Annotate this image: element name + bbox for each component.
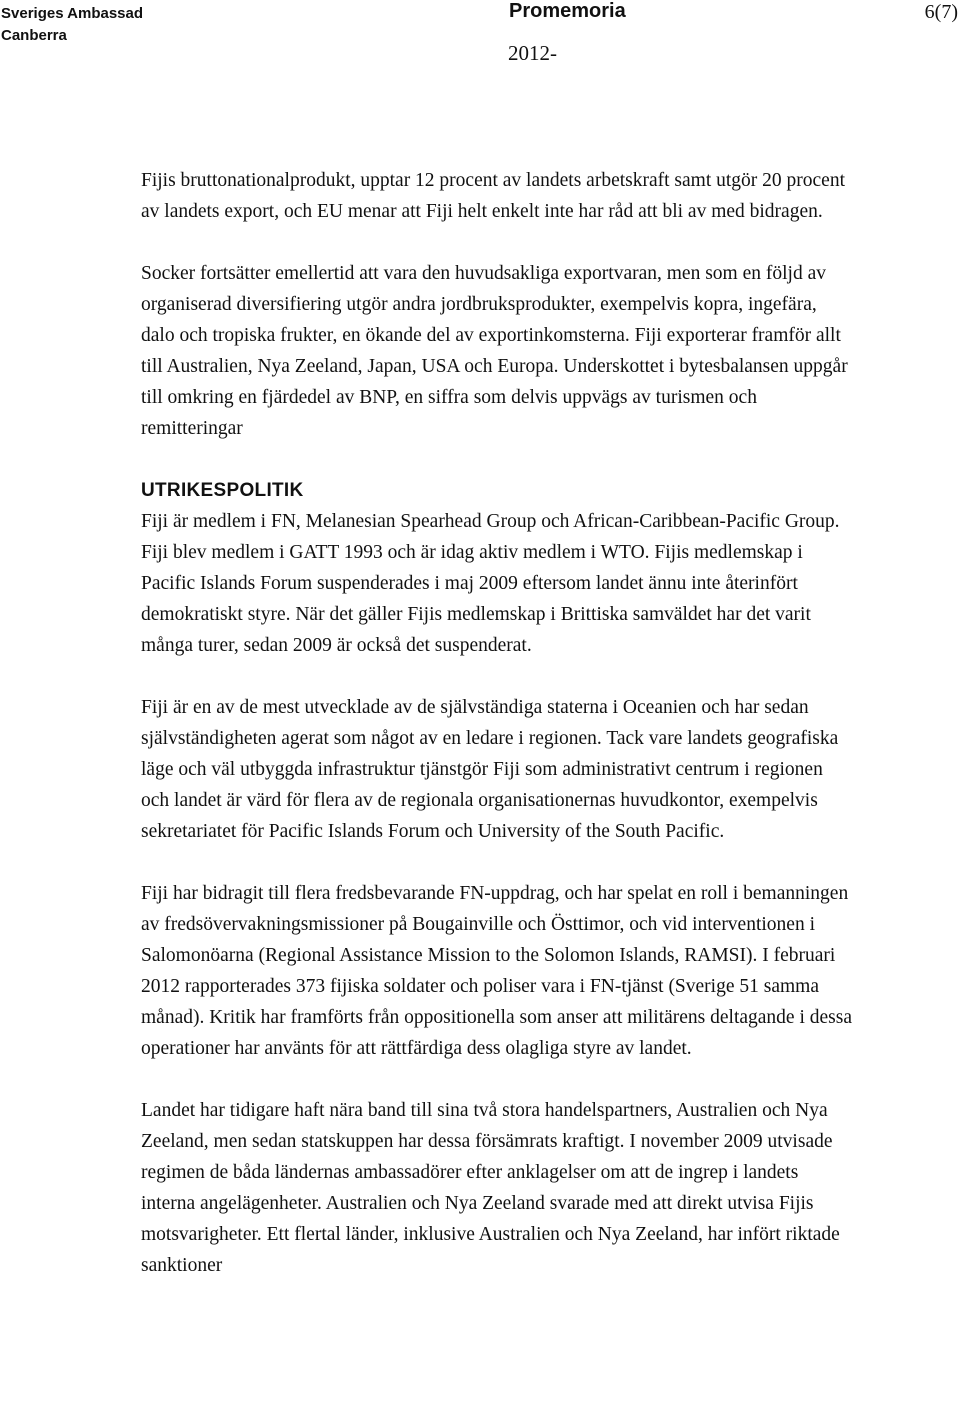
document-body bbox=[141, 165, 853, 1281]
paragraph-gdp: Fijis bruttonationalprodukt, upptar 12 procent av landets arbetskraft samt utgör 20 procent av landets export, och EU menar att Fiji helt enkelt inte har råd att bli av med bidragen. bbox=[141, 170, 845, 222]
sender-block bbox=[1, 3, 143, 47]
section-heading-foreign-policy: UTRIKESPOLITIK bbox=[141, 480, 304, 501]
sender-line-2: Canberra bbox=[1, 27, 67, 44]
document-title: Promemoria bbox=[509, 0, 626, 22]
paragraph-regional-role: Fiji är en av de mest utvecklade av de självständiga staterna i Oceanien och har sedan självständigheten agerat som något av en ledare i regionen. Tack vare landets geografiska läge och väl utbyggda infrastruktur tjänstgör Fiji som administrativt centrum i regionen och landet är värd för flera av de regionala organisationernas huvudkontor, exempelvis sekretariatet för Pacific Islands Forum och University of the South Pacific. bbox=[141, 697, 839, 842]
page-number: 6(7) bbox=[924, 1, 958, 23]
paragraph-peacekeeping: Fiji har bidragit till flera fredsbevarande FN-uppdrag, och har spelat en roll i bemanningen av fredsövervakningsmissioner på Bougainville och Östtimor, och vid interventionen i Salomonöarna (Regional Assistance Mission to the Solomon Islands, RAMSI). I februari 2012 rapporterades 373 fijiska soldater och poliser vara i FN-tjänst (Sverige 51 samma månad). Kritik har framförts från oppositionella som anser att militärens deltagande i dessa operationer har använts för att rättfärdiga dess olagliga styre av landet. bbox=[141, 883, 852, 1059]
paragraph-exports: Socker fortsätter emellertid att vara den huvudsakliga exportvaran, men som en följd av organiserad diversifiering utgör andra jordbruksprodukter, exempelvis kopra, ingefära, dalo och tropiska frukter, en ökande del av exportinkomsterna. Fiji exporterar framför allt till Australien, Nya Zeeland, Japan, USA och Europa. Underskottet i bytesbalansen uppgår till omkring en fjärdedel av BNP, en siffra som delvis uppvägs av turismen och remitteringar bbox=[141, 263, 848, 439]
paragraph-memberships: Fiji är medlem i FN, Melanesian Spearhead Group och African-Caribbean-Pacific Group. Fiji blev medlem i GATT 1993 och är idag aktiv medlem i WTO. Fijis medlemskap i Pacific Islands Forum suspenderades i maj 2009 eftersom landet ännu inte återinfört demokratiskt styre. När det gäller Fijis medlemskap i Brittiska samväldet har det varit många turer, sedan 2009 är också det suspenderat. bbox=[141, 511, 840, 656]
document-date: 2012- bbox=[508, 41, 557, 65]
sender-line-1: Sveriges Ambassad bbox=[1, 5, 144, 22]
paragraph-relations: Landet har tidigare haft nära band till sina två stora handelspartners, Australien och Nya Zeeland, men sedan statskuppen har dessa försämrats kraftigt. I november 2009 utvisade regimen de båda ländernas ambassadörer efter anklagelser om att de ingrep i landets interna angelägenheter. Australien och Nya Zeeland svarade med att direkt utvisa Fijis motsvarigheter. Ett flertal länder, inklusive Australien och Nya Zeeland, har infört riktade sanktioner bbox=[141, 1100, 840, 1276]
